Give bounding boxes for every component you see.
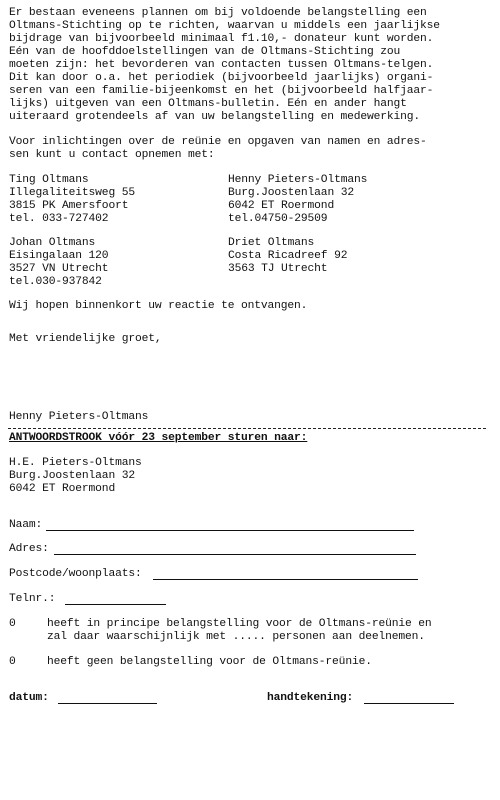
address-label: Adres:: [9, 543, 49, 555]
intro-line-7: seren van een familie-bijeenkomst en het (bijvoorbeeld halfjaar-: [9, 85, 434, 97]
intro-line-9: uiteraard grotendeels af van uw belangstelling en medewerking.: [9, 111, 421, 123]
contact-1-name: Ting Oltmans: [9, 174, 89, 186]
cut-line: [8, 428, 486, 429]
signature-field-line[interactable]: [364, 703, 454, 704]
contact-2-city: 6042 ET Roermond: [228, 200, 335, 212]
intro-line-3: bijdrage van bijvoorbeeld minimaal f1.10,- donateur kunt worden.: [9, 33, 434, 45]
contact-2-phone: tel.04750-29509: [228, 213, 328, 225]
contact-1-phone: tel. 033-727402: [9, 213, 109, 225]
address-field-line[interactable]: [54, 554, 416, 555]
intro-line-1: Er bestaan eveneens plannen om bij voldoende belangstelling een: [9, 7, 427, 19]
date-label: datum:: [9, 692, 49, 704]
option-1-marker[interactable]: 0: [9, 618, 16, 630]
contact-1-street: Illegaliteitsweg 55: [9, 187, 135, 199]
slip-address-3: 6042 ET Roermond: [9, 483, 116, 495]
option-2-marker[interactable]: 0: [9, 656, 16, 668]
intro-line-5: moeten zijn: het bevorderen van contacten tussen Oltmans-telgen.: [9, 59, 434, 71]
name-field-line[interactable]: [46, 530, 414, 531]
phone-label: Telnr.:: [9, 593, 56, 605]
intro-line-2: Oltmans-Stichting op te richten, waarvan u middels een jaarlijkse: [9, 20, 440, 32]
contact-4-name: Driet Oltmans: [228, 237, 315, 249]
intro-line-6: Dit kan door o.a. het periodiek (bijvoorbeeld jaarlijks) organi-: [9, 72, 434, 84]
contact-3-street: Eisingalaan 120: [9, 250, 109, 262]
name-label: Naam:: [9, 519, 43, 531]
date-field-line[interactable]: [58, 703, 157, 704]
contact-3-name: Johan Oltmans: [9, 237, 96, 249]
intro-line-8: lijks) uitgeven van een Oltmans-bulletin. Eén en ander hangt: [9, 98, 407, 110]
postcode-label: Postcode/woonplaats:: [9, 568, 142, 580]
intro-line-4: Eén van de hoofddoelstellingen van de Oltmans-Stichting zou: [9, 46, 401, 58]
info-line-1: Voor inlichtingen over de reünie en opgaven van namen en adres-: [9, 136, 427, 148]
contact-2-name: Henny Pieters-Oltmans: [228, 174, 368, 186]
slip-address-2: Burg.Joostenlaan 32: [9, 470, 135, 482]
contact-4-city: 3563 TJ Utrecht: [228, 263, 328, 275]
signature-label: handtekening:: [267, 692, 354, 704]
phone-field-line[interactable]: [65, 604, 166, 605]
contact-1-city: 3815 PK Amersfoort: [9, 200, 129, 212]
postcode-field-line[interactable]: [153, 579, 418, 580]
slip-title: ANTWOORDSTROOK vóór 23 september sturen naar:: [9, 432, 308, 444]
option-1-line-1: heeft in principe belangstelling voor de Oltmans-reünie en: [47, 618, 432, 630]
option-1-line-2: zal daar waarschijnlijk met ..... personen aan deelnemen.: [47, 631, 425, 643]
closing-greeting: Met vriendelijke groet,: [9, 333, 162, 345]
option-2-line-1: heeft geen belangstelling voor de Oltmans-reünie.: [47, 656, 372, 668]
contact-3-phone: tel.030-937842: [9, 276, 102, 288]
closing-hope: Wij hopen binnenkort uw reactie te ontvangen.: [9, 300, 308, 312]
slip-address-1: H.E. Pieters-Oltmans: [9, 457, 142, 469]
contact-4-street: Costa Ricadreef 92: [228, 250, 348, 262]
signature-name: Henny Pieters-Oltmans: [9, 411, 149, 423]
contact-2-street: Burg.Joostenlaan 32: [228, 187, 354, 199]
info-line-2: sen kunt u contact opnemen met:: [9, 149, 215, 161]
contact-3-city: 3527 VN Utrecht: [9, 263, 109, 275]
